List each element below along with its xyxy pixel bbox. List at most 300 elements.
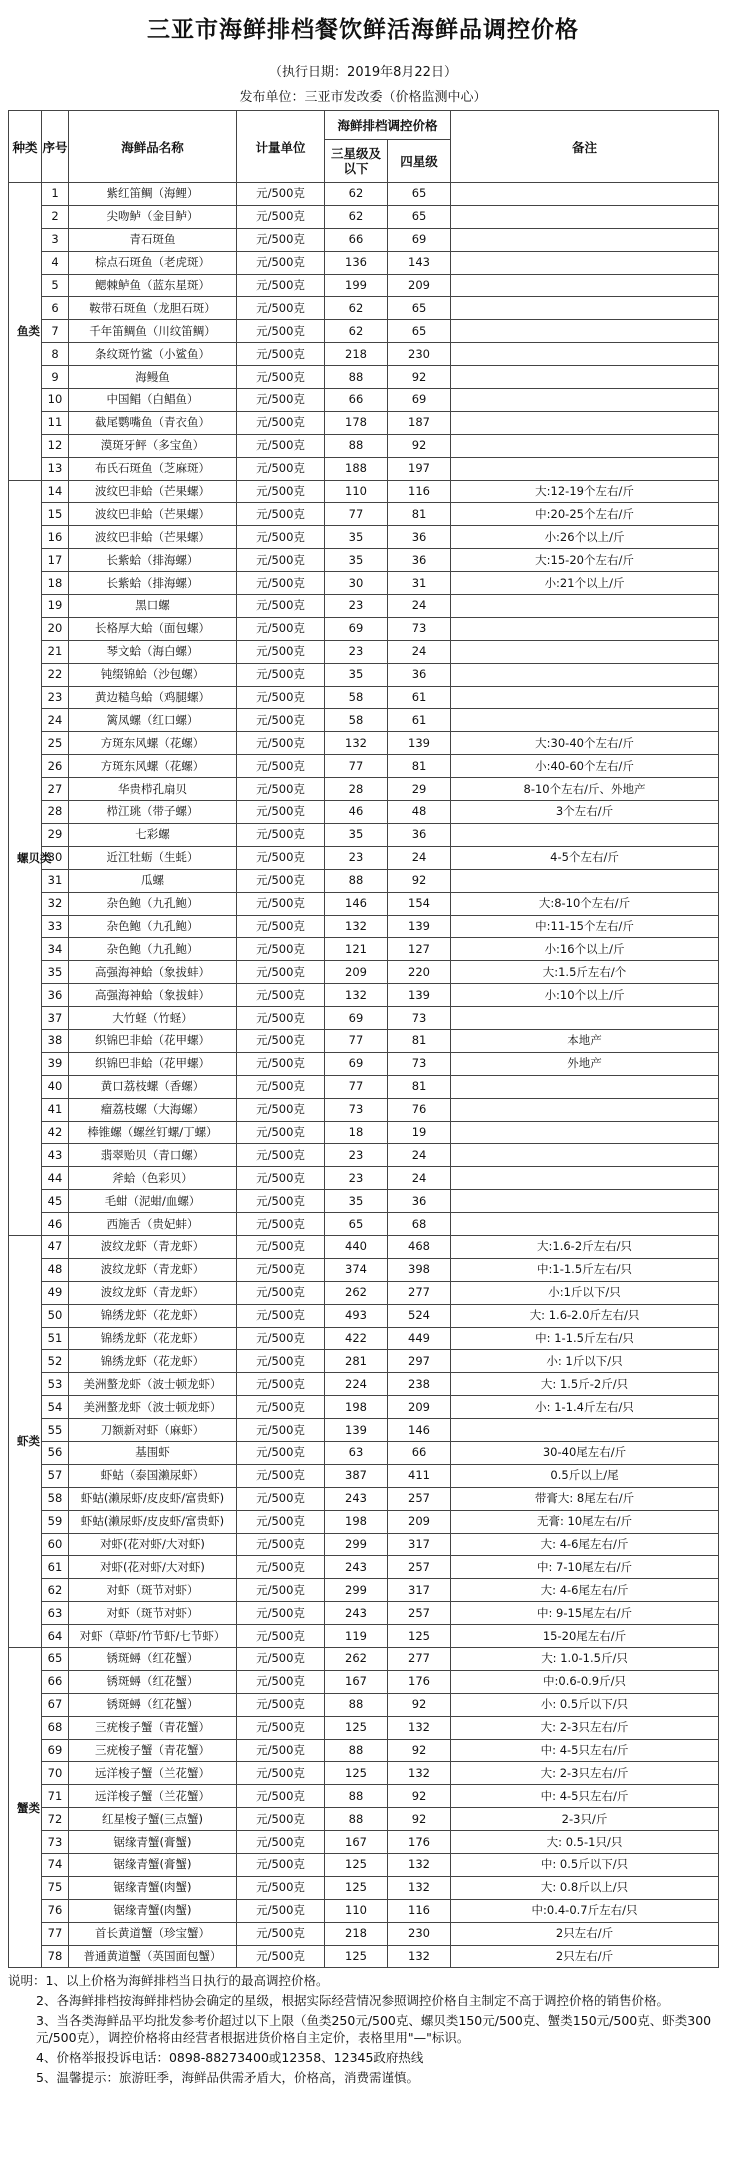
table-row [9,1854,719,1877]
name-cell: 棒锥螺（螺丝钉螺/丁螺） [69,1121,237,1144]
seq-cell: 6 [42,297,69,320]
name-cell: 杂色鲍（九孔鲍） [69,938,237,961]
note-cell: 2只左右/斤 [451,1945,719,1968]
seq-cell: 44 [42,1167,69,1190]
seq-cell: 25 [42,732,69,755]
seq-cell: 46 [42,1213,69,1236]
table-row [9,228,719,251]
price-tier2-cell: 176 [388,1670,451,1693]
price-tier1-cell: 66 [325,389,388,412]
price-tier2-cell: 116 [388,1899,451,1922]
table-row [9,1144,719,1167]
price-tier1-cell: 121 [325,938,388,961]
unit-cell: 元/500克 [237,1258,325,1281]
table-row [9,1876,719,1899]
price-tier2-cell: 132 [388,1716,451,1739]
price-tier1-cell: 30 [325,572,388,595]
seq-cell: 65 [42,1648,69,1671]
table-row [9,1373,719,1396]
note-cell [451,869,719,892]
table-row [9,1785,719,1808]
table-row [9,984,719,1007]
table-row [9,183,719,206]
table-row [9,1235,719,1258]
price-tier1-cell: 58 [325,709,388,732]
seq-cell: 39 [42,1052,69,1075]
price-tier1-cell: 198 [325,1396,388,1419]
unit-cell: 元/500克 [237,1167,325,1190]
note-cell [451,663,719,686]
table-row [9,1258,719,1281]
name-cell: 波纹龙虾（青龙虾） [69,1258,237,1281]
name-cell: 瘤荔枝螺（大海螺） [69,1098,237,1121]
note-cell: 中:0.6-0.9斤/只 [451,1670,719,1693]
seq-cell: 43 [42,1144,69,1167]
table-row [9,663,719,686]
unit-cell: 元/500克 [237,1922,325,1945]
note-cell: 中:20-25个左右/斤 [451,503,719,526]
unit-cell: 元/500克 [237,1831,325,1854]
price-tier1-cell: 178 [325,411,388,434]
seq-cell: 37 [42,1007,69,1030]
table-row [9,1464,719,1487]
note-cell: 大: 0.5-1只/只 [451,1831,719,1854]
name-cell: 方斑东风螺（花螺） [69,755,237,778]
price-tier2-cell: 125 [388,1625,451,1648]
table-header [9,111,719,183]
unit-cell: 元/500克 [237,961,325,984]
table-row [9,1510,719,1533]
price-tier1-cell: 88 [325,869,388,892]
name-cell: 斧蛤（色彩贝） [69,1167,237,1190]
note-cell: 大: 2-3只左右/斤 [451,1716,719,1739]
category-cell [9,1235,42,1647]
note-cell: 大: 1.0-1.5斤/只 [451,1648,719,1671]
price-tier1-cell: 62 [325,205,388,228]
unit-cell: 元/500克 [237,457,325,480]
price-tier2-cell: 139 [388,984,451,1007]
note-cell: 2只左右/斤 [451,1922,719,1945]
table-row [9,389,719,412]
note-cell: 大: 4-6尾左右/斤 [451,1579,719,1602]
note-cell [451,617,719,640]
note-cell: 中: 0.5斤以下/只 [451,1854,719,1877]
note-cell: 中: 4-5只左右/斤 [451,1739,719,1762]
name-cell: 高强海神蛤（象拔蚌） [69,961,237,984]
name-cell: 三疣梭子蟹（青花蟹） [69,1716,237,1739]
execution-date: （执行日期：2019年8月22日） [269,65,457,80]
unit-cell: 元/500克 [237,251,325,274]
table-row [9,1121,719,1144]
table-row [9,1029,719,1052]
unit-cell: 元/500克 [237,892,325,915]
note-cell [451,1007,719,1030]
price-tier2-cell: 154 [388,892,451,915]
unit-cell: 元/500克 [237,984,325,1007]
seq-cell: 49 [42,1281,69,1304]
table-row [9,1579,719,1602]
header-note: 备注 [451,111,719,183]
price-tier2-cell: 36 [388,526,451,549]
seq-cell: 12 [42,434,69,457]
price-tier1-cell: 69 [325,617,388,640]
price-tier2-cell: 81 [388,503,451,526]
table-row [9,411,719,434]
note-cell [451,411,719,434]
price-tier2-cell: 92 [388,366,451,389]
note-cell: 大: 1.6-2.0斤左右/只 [451,1304,719,1327]
unit-cell: 元/500克 [237,938,325,961]
price-tier1-cell: 281 [325,1350,388,1373]
seq-cell: 16 [42,526,69,549]
unit-cell: 元/500克 [237,1029,325,1052]
unit-cell: 元/500克 [237,1304,325,1327]
note-cell: 本地产 [451,1029,719,1052]
name-cell: 远洋梭子蟹（兰花蟹） [69,1785,237,1808]
seq-cell: 34 [42,938,69,961]
price-tier2-cell: 92 [388,1739,451,1762]
note-cell: 无膏: 10尾左右/斤 [451,1510,719,1533]
table-body [9,183,719,1968]
price-tier2-cell: 19 [388,1121,451,1144]
price-tier1-cell: 35 [325,1190,388,1213]
table-row [9,1007,719,1030]
price-tier2-cell: 277 [388,1281,451,1304]
seq-cell: 75 [42,1876,69,1899]
seq-cell: 63 [42,1602,69,1625]
category-label: 螺贝类 [17,850,52,865]
price-tier2-cell: 209 [388,1510,451,1533]
name-cell: 锦绣龙虾（花龙虾） [69,1350,237,1373]
unit-cell: 元/500克 [237,686,325,709]
table-row [9,1831,719,1854]
category-label: 蟹类 [17,1800,40,1815]
table-row [9,915,719,938]
price-tier1-cell: 69 [325,1007,388,1030]
name-cell: 美洲螯龙虾（波士顿龙虾） [69,1396,237,1419]
price-tier2-cell: 92 [388,1693,451,1716]
unit-cell: 元/500克 [237,709,325,732]
price-tier1-cell: 63 [325,1441,388,1464]
note-cell: 2-3只/斤 [451,1808,719,1831]
price-tier1-cell: 69 [325,1052,388,1075]
unit-cell: 元/500克 [237,1075,325,1098]
note-cell: 8-10个左右/斤、外地产 [451,778,719,801]
seq-cell: 50 [42,1304,69,1327]
unit-cell: 元/500克 [237,274,325,297]
price-tier1-cell: 243 [325,1487,388,1510]
table-row [9,1739,719,1762]
unit-cell: 元/500克 [237,1625,325,1648]
header-price-group: 海鲜排档调控价格 [325,111,451,140]
unit-cell: 元/500克 [237,1785,325,1808]
price-tier1-cell: 77 [325,1029,388,1052]
price-tier1-cell: 46 [325,801,388,824]
table-row [9,1670,719,1693]
table-row [9,1716,719,1739]
name-cell: 华贵栉孔扇贝 [69,778,237,801]
seq-cell: 55 [42,1419,69,1442]
price-tier2-cell: 61 [388,686,451,709]
name-cell: 栉江珧（带子螺） [69,801,237,824]
name-cell: 锯缘青蟹(肉蟹) [69,1899,237,1922]
price-tier1-cell: 125 [325,1876,388,1899]
seq-cell: 70 [42,1762,69,1785]
table-row [9,846,719,869]
note-cell: 小:16个以上/斤 [451,938,719,961]
price-tier1-cell: 198 [325,1510,388,1533]
seq-cell: 48 [42,1258,69,1281]
note-cell: 大: 1.5斤-2斤/只 [451,1373,719,1396]
price-tier2-cell: 317 [388,1533,451,1556]
seq-cell: 68 [42,1716,69,1739]
price-tier1-cell: 62 [325,183,388,206]
seq-cell: 15 [42,503,69,526]
name-cell: 近江牡蛎（生蚝） [69,846,237,869]
name-cell: 杂色鲍（九孔鲍） [69,915,237,938]
price-tier1-cell: 88 [325,434,388,457]
seq-cell: 74 [42,1854,69,1877]
note-cell: 30-40尾左右/斤 [451,1441,719,1464]
price-tier1-cell: 23 [325,1167,388,1190]
price-tier1-cell: 224 [325,1373,388,1396]
unit-cell: 元/500克 [237,297,325,320]
name-cell: 截尾鹦嘴鱼（青衣鱼） [69,411,237,434]
name-cell: 钝缀锦蛤（沙包螺） [69,663,237,686]
price-tier1-cell: 119 [325,1625,388,1648]
note-cell: 中:1-1.5斤左右/只 [451,1258,719,1281]
table-row [9,1922,719,1945]
price-tier1-cell: 374 [325,1258,388,1281]
seq-cell: 32 [42,892,69,915]
header-seq: 序号 [42,111,69,183]
note-item: 2、各海鲜排档按海鲜排档协会确定的星级，根据实际经营情况参照调控价格自主制定不高于调控价格的销售价格。 [36,1993,669,2009]
note-cell [451,823,719,846]
price-tier2-cell: 48 [388,801,451,824]
note-cell: 3个左右/斤 [451,801,719,824]
name-cell: 条纹斑竹鲨（小鲨鱼） [69,343,237,366]
table-row [9,1281,719,1304]
seq-cell: 19 [42,595,69,618]
unit-cell: 元/500克 [237,343,325,366]
note-cell: 小:40-60个左右/斤 [451,755,719,778]
price-tier2-cell: 68 [388,1213,451,1236]
price-tier2-cell: 257 [388,1556,451,1579]
table-row [9,869,719,892]
note-item: 说明：1、以上价格为海鲜排档当日执行的最高调控价格。 [8,1973,329,1989]
unit-cell: 元/500克 [237,1579,325,1602]
name-cell: 锈斑蟳（红花蟹） [69,1693,237,1716]
seq-cell: 56 [42,1441,69,1464]
unit-cell: 元/500克 [237,1693,325,1716]
name-cell: 锈斑蟳（红花蟹） [69,1648,237,1671]
price-tier1-cell: 58 [325,686,388,709]
seq-cell: 51 [42,1327,69,1350]
price-tier1-cell: 440 [325,1235,388,1258]
table-row [9,366,719,389]
unit-cell: 元/500克 [237,1602,325,1625]
table-row [9,526,719,549]
table-row [9,1648,719,1671]
price-tier2-cell: 76 [388,1098,451,1121]
seq-cell: 36 [42,984,69,1007]
price-tier2-cell: 176 [388,1831,451,1854]
name-cell: 首长黄道蟹（珍宝蟹） [69,1922,237,1945]
note-cell: 小: 1斤以下/只 [451,1350,719,1373]
table-row [9,617,719,640]
name-cell: 青石斑鱼 [69,228,237,251]
unit-cell: 元/500克 [237,1854,325,1877]
note-cell: 中:11-15个左右/斤 [451,915,719,938]
price-tier2-cell: 36 [388,823,451,846]
seq-cell: 38 [42,1029,69,1052]
unit-cell: 元/500克 [237,1487,325,1510]
table-row [9,1602,719,1625]
price-tier2-cell: 61 [388,709,451,732]
seq-cell: 18 [42,572,69,595]
unit-cell: 元/500克 [237,1464,325,1487]
note-cell: 外地产 [451,1052,719,1075]
seq-cell: 9 [42,366,69,389]
table-row [9,1441,719,1464]
unit-cell: 元/500克 [237,320,325,343]
price-tier2-cell: 197 [388,457,451,480]
unit-cell: 元/500克 [237,1213,325,1236]
unit-cell: 元/500克 [237,869,325,892]
price-tier2-cell: 36 [388,1190,451,1213]
note-cell: 小:10个以上/斤 [451,984,719,1007]
price-tier2-cell: 468 [388,1235,451,1258]
table-row [9,1167,719,1190]
price-tier1-cell: 136 [325,251,388,274]
seq-cell: 28 [42,801,69,824]
price-tier2-cell: 24 [388,595,451,618]
price-tier1-cell: 77 [325,755,388,778]
price-tier2-cell: 65 [388,183,451,206]
name-cell: 虾蛄(濑尿虾/皮皮虾/富贵虾) [69,1487,237,1510]
note-cell: 带膏大: 8尾左右/斤 [451,1487,719,1510]
table-row [9,595,719,618]
note-cell: 小: 0.5斤以下/只 [451,1693,719,1716]
name-cell: 长紫蛤（排海螺） [69,572,237,595]
seq-cell: 10 [42,389,69,412]
seq-cell: 71 [42,1785,69,1808]
note-cell [451,297,719,320]
price-tier2-cell: 36 [388,663,451,686]
price-tier2-cell: 31 [388,572,451,595]
unit-cell: 元/500克 [237,1144,325,1167]
category-label: 虾类 [17,1434,40,1449]
table-row [9,1098,719,1121]
seq-cell: 66 [42,1670,69,1693]
seq-cell: 58 [42,1487,69,1510]
price-tier2-cell: 36 [388,549,451,572]
name-cell: 锯缘青蟹(膏蟹) [69,1854,237,1877]
name-cell: 波纹龙虾（青龙虾） [69,1235,237,1258]
seq-cell: 41 [42,1098,69,1121]
table-row [9,892,719,915]
price-tier2-cell: 81 [388,755,451,778]
price-tier1-cell: 209 [325,961,388,984]
seq-cell: 47 [42,1235,69,1258]
price-tier2-cell: 238 [388,1373,451,1396]
name-cell: 锦绣龙虾（花龙虾） [69,1304,237,1327]
note-cell [451,228,719,251]
notes-section [8,1972,718,2086]
name-cell: 对虾（斑节对虾） [69,1602,237,1625]
price-tier2-cell: 257 [388,1487,451,1510]
name-cell: 毛蚶（泥蚶/血螺） [69,1190,237,1213]
seq-cell: 53 [42,1373,69,1396]
note-cell [451,274,719,297]
unit-cell: 元/500克 [237,663,325,686]
table-row [9,1052,719,1075]
unit-cell: 元/500克 [237,1510,325,1533]
price-tier1-cell: 110 [325,480,388,503]
unit-cell: 元/500克 [237,1396,325,1419]
note-cell: 中: 7-10尾左右/斤 [451,1556,719,1579]
seq-cell: 33 [42,915,69,938]
price-tier2-cell: 73 [388,1052,451,1075]
name-cell: 杂色鲍（九孔鲍） [69,892,237,915]
note-cell [451,389,719,412]
seq-cell: 30 [42,846,69,869]
unit-cell: 元/500克 [237,1739,325,1762]
table-row [9,1419,719,1442]
note-cell: 小:21个以上/斤 [451,572,719,595]
seq-cell: 60 [42,1533,69,1556]
price-tier1-cell: 132 [325,984,388,1007]
note-cell [451,183,719,206]
seq-cell: 7 [42,320,69,343]
header-unit: 计量单位 [237,111,325,183]
table-row [9,640,719,663]
name-cell: 长紫蛤（排海螺） [69,549,237,572]
price-tier2-cell: 24 [388,846,451,869]
name-cell: 美洲螯龙虾（波士顿龙虾） [69,1373,237,1396]
table-row [9,1533,719,1556]
table-row [9,1899,719,1922]
name-cell: 琴文蛤（海白螺） [69,640,237,663]
table-row [9,1762,719,1785]
note-cell: 中:0.4-0.7斤左右/只 [451,1899,719,1922]
price-tier1-cell: 88 [325,1693,388,1716]
name-cell: 瓜螺 [69,869,237,892]
price-tier2-cell: 92 [388,1785,451,1808]
table-row [9,938,719,961]
name-cell: 三疣梭子蟹（青花蟹） [69,1739,237,1762]
seq-cell: 13 [42,457,69,480]
seq-cell: 24 [42,709,69,732]
table-row [9,1487,719,1510]
name-cell: 方斑东风螺（花螺） [69,732,237,755]
price-tier2-cell: 132 [388,1945,451,1968]
table-row [9,686,719,709]
name-cell: 鳃棘鲈鱼（蓝东星斑） [69,274,237,297]
note-cell: 4-5个左右/斤 [451,846,719,869]
price-tier2-cell: 65 [388,205,451,228]
price-tier2-cell: 132 [388,1876,451,1899]
price-tier2-cell: 69 [388,228,451,251]
note-cell [451,1098,719,1121]
seq-cell: 62 [42,1579,69,1602]
table-row [9,343,719,366]
seq-cell: 27 [42,778,69,801]
seq-cell: 64 [42,1625,69,1648]
category-label: 鱼类 [17,324,40,339]
note-cell [451,1121,719,1144]
name-cell: 织锦巴非蛤（花甲螺） [69,1029,237,1052]
